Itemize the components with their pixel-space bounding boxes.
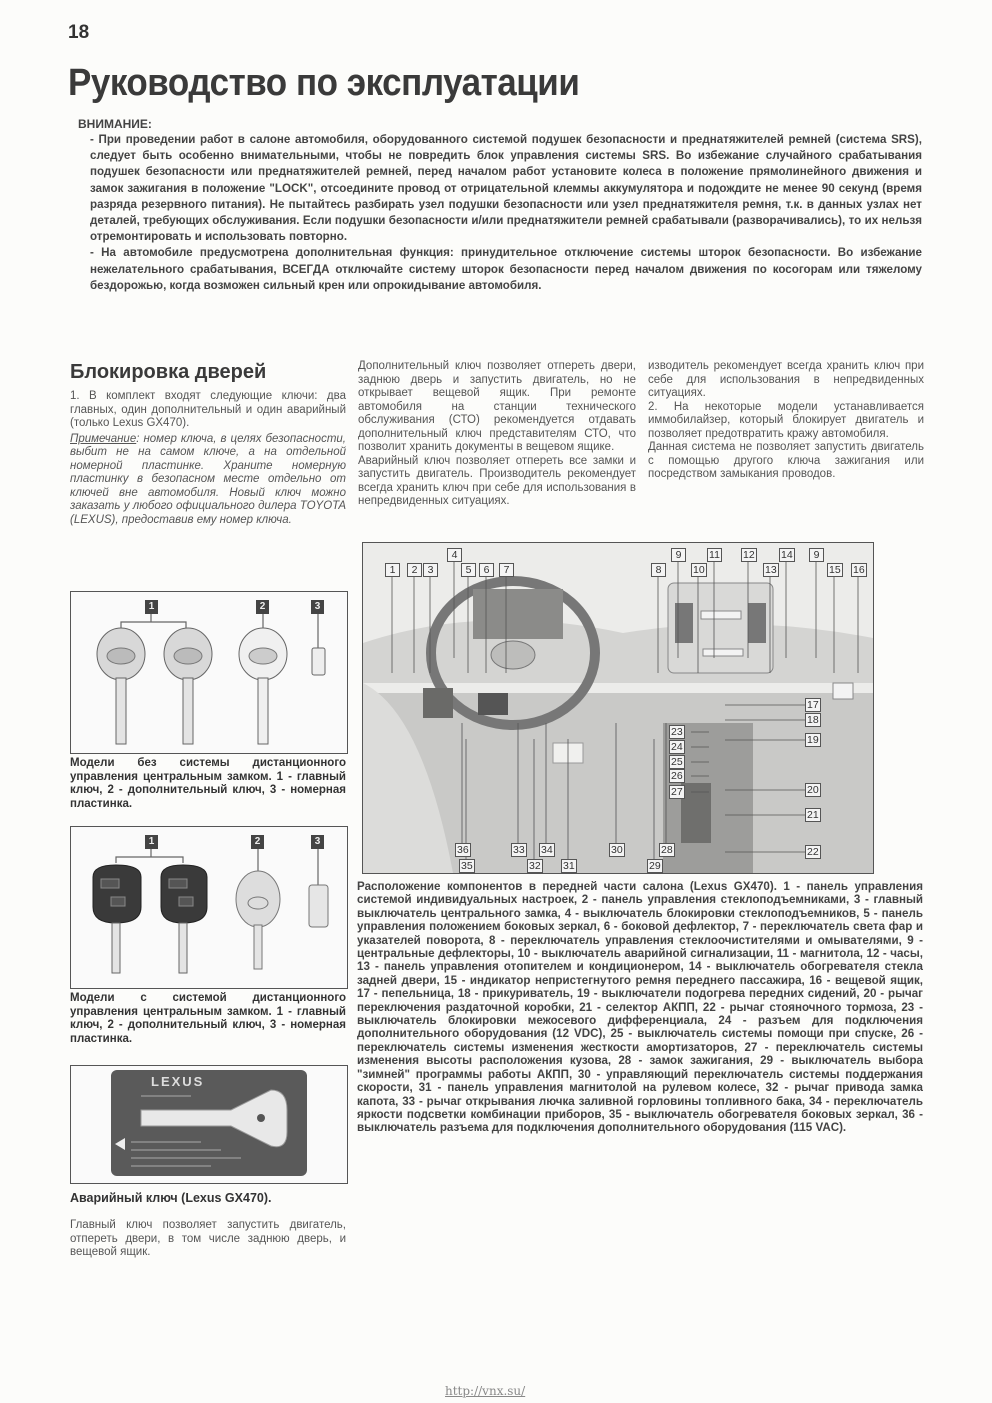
callout-badge: 2: [256, 600, 269, 614]
callout-badge: 3: [311, 835, 324, 849]
callout-29: 29: [649, 860, 661, 872]
remote-key-icon: [161, 865, 207, 973]
figure-caption: Аварийный ключ (Lexus GX470).: [70, 1191, 272, 1205]
main-key-paragraph: Главный ключ позволяет запустить двигатель, отпереть двери, в том числе заднюю дверь, и вещевой ящик.: [70, 1219, 346, 1258]
figure-caption: Модели без системы дистанционного управления центральным замком. 1 - главный ключ, 2 - дополнительный ключ, 3 - номерная пластинка.: [70, 757, 346, 810]
caption-title: Расположение компонентов в передней части салона (Lexus GX470).: [357, 880, 777, 893]
dashboard-caption: [357, 880, 923, 1135]
callout-6: 6: [479, 563, 494, 577]
number-plate-icon: [309, 885, 328, 927]
note-text: : номер ключа, в целях безопасности, выбит не на самом ключе, а на отдельной номерной пластинке. Храните номерную пластинку в безопасном месте отдельно от ключей вне автомобиля. Новый ключ можно заказать у любого официального дилера TOYOTA (LEXUS), предоставив ему номер ключа.: [70, 432, 346, 526]
callout-32: 32: [529, 860, 541, 872]
callout-badge: 1: [145, 600, 158, 614]
page-number: 18: [68, 22, 90, 43]
callout-20: 20: [807, 784, 819, 796]
key-icon: [97, 628, 145, 744]
intro-paragraph: 1. В комплект входят следующие ключи: два главных, один дополнительный и один аварийный (только Lexus GX470).: [70, 390, 346, 429]
callout-31: 31: [563, 860, 575, 872]
warning-body: [90, 132, 922, 294]
callout-7: 7: [499, 563, 514, 577]
column-2-text: [358, 360, 636, 509]
callout-30: 30: [611, 844, 623, 856]
col3-continued: изводитель рекомендует всегда хранить ключ при себе для использования в непредвиденных ситуациях.: [648, 360, 924, 399]
key-icon: [164, 628, 212, 744]
col3-paragraph: Данная система не позволяет запустить двигатель с помощью другого ключа зажигания или посредством замыкания проводов.: [648, 441, 924, 480]
callout-17: 17: [807, 699, 819, 711]
dashboard-illustration: [363, 543, 873, 873]
callout-26: 26: [671, 770, 683, 782]
callout-23: 23: [671, 726, 683, 738]
callout-4: 4: [447, 548, 462, 562]
callout-21: 21: [807, 809, 819, 821]
lexus-logo: LEXUS: [151, 1074, 205, 1089]
figure-keys-no-remote: [70, 591, 348, 754]
callout-15: 15: [829, 564, 841, 576]
callout-33: 33: [513, 844, 525, 856]
emergency-key-card: [111, 1070, 307, 1176]
callout-2: 2: [407, 563, 422, 577]
callout-18: 18: [807, 714, 819, 726]
callout-5: 5: [461, 563, 476, 577]
callout-28: 28: [661, 844, 673, 856]
callout-24: 24: [671, 741, 683, 753]
callout-3: 3: [423, 563, 438, 577]
figure-keys-remote: [70, 826, 348, 989]
callout-13: 13: [765, 564, 777, 576]
callout-34: 34: [541, 844, 553, 856]
callout-19: 19: [807, 734, 819, 746]
lexus-key-icon: [236, 871, 280, 969]
callout-8: 8: [651, 563, 666, 577]
callout-22: 22: [807, 846, 819, 858]
footer-link[interactable]: http://vnx.su/: [445, 1384, 526, 1398]
callout-badge: 3: [311, 600, 324, 614]
section-title: Блокировка дверей: [70, 361, 267, 383]
callout-9: 9: [809, 548, 824, 562]
callout-14: 14: [781, 549, 793, 561]
emergency-key-icon: [111, 1070, 307, 1176]
callout-9: 9: [671, 548, 686, 562]
keys-illustration: [71, 592, 347, 753]
key-icon: [239, 628, 287, 744]
callout-36: 36: [457, 844, 469, 856]
page-title: Руководство по эксплуатации: [68, 62, 580, 104]
column-3-text: [648, 360, 924, 482]
col3-paragraph: 2. На некоторые модели устанавливается иммобилайзер, который блокирует двигатель и позволяет предотвратить кражу автомобиля.: [648, 400, 924, 440]
remote-key-icon: [93, 865, 141, 973]
caption-body: 1 - панель управления системой индивидуальных настроек, 2 - панель управления стеклоподъемниками, 3 - главный выключатель центрального замка, 4 - выключатель блокировки стеклоподъемников, 5 - панель управления положением боковых зеркал, 6 - боковой дефлектор, 7 - переключатель света фар и указателей поворота, 8 - переключатель управления стеклоочистителями и омывателями, 9 - центральные дефлекторы, 10 - выключатель аварийной сигнализации, 11 - магнитола, 12 - часы, 13 - панель управления отопителем и кондиционером, 14 - выключатель обогревателя стекла задней двери, 15 - индикатор непристегнутого ремня переднего пассажира, 16 - вещевой ящик, 17 - пепельница, 18 - прикуриватель, 19 - выключатели подогрева передних сидений, 20 - рычаг переключения раздаточной коробки, 21 - селектор АКПП, 22 - рычаг стояночного тормоза, 23 - выключатель блокировки межосевого дифференциала, 24 - разъем для подключения дополнительного оборудования (12 VDC), 25 - выключатель системы помощи при спуске, 26 - переключатель системы изменения жесткости амортизаторов, 27 - переключатель системы изменения высоты расположения кузова, 28 - замок зажигания, 29 - выключатель выбора "зимней" программы работы АКПП, 30 - управляющий переключатель системы поддержания скорости, 31 - панель управления магнитолой на рулевом колесе, 32 - рычаг привода замка капота, 33 - рычаг открывания лючка заливной горловины топливного бака, 34 - переключатель яркости подсветки комбинации приборов, 35 - выключатель обогревателя боковых зеркал, 36 - выключатель разъема для подключения дополнительного оборудования (115 VAC).: [357, 880, 923, 1135]
col2-paragraph: Дополнительный ключ позволяет отпереть двери, заднюю дверь и запустить двигатель, но не открывает вещевой ящик. При ремонте автомобиля на станции технического обслуживания (СТО) рекомендуется отдавать дополнительный ключ представителям СТО, что позволит хранить документы в вещевом ящике.: [358, 360, 636, 453]
callout-1: 1: [385, 563, 400, 577]
callout-16: 16: [853, 564, 865, 576]
col2-paragraph: Аварийный ключ позволяет отпереть все замки и запустить двигатель. Производитель рекомендует всегда хранить ключ при себе для использования в непредвиденных ситуациях.: [358, 454, 636, 507]
warning-paragraph: - На автомобиле предусмотрена дополнительная функция: принудительное отключение системы шторок безопасности. Во избежание нежелательного срабатывания, ВСЕГДА отключайте систему шторок безопасности перед началом движения по косогорам или тяжелому бездорожью, когда возможен сильный крен или опрокидывание автомобиля.: [90, 246, 922, 292]
note-label: Примечание: [70, 432, 137, 445]
warning-heading: ВНИМАНИЕ:: [78, 117, 152, 131]
callout-11: 11: [707, 548, 722, 562]
column-1-text: [70, 390, 346, 527]
note-paragraph: [70, 433, 346, 528]
figure-dashboard: [362, 542, 874, 874]
callout-12: 12: [743, 549, 755, 561]
callout-badge: 1: [145, 835, 158, 849]
callout-27: 27: [671, 786, 683, 798]
figure-caption: Модели с системой дистанционного управления центральным замком. 1 - главный ключ, 2 - дополнительный ключ, 3 - номерная пластинка.: [70, 992, 346, 1045]
number-plate-icon: [312, 648, 325, 675]
callout-10: 10: [693, 564, 705, 576]
remote-keys-illustration: [71, 827, 347, 988]
callout-35: 35: [461, 860, 473, 872]
warning-paragraph: - При проведении работ в салоне автомобиля, оборудованного системой подушек безопасности и преднатяжителей ремней (система SRS), следует быть особенно внимательными, чтобы не повредить блок управления системы SRS. Во избежание случайного срабатывания подушек безопасности или преднатяжителей ремней, перед началом работ установите колеса в положение прямолинейного движения и замок зажигания в положение "LOCK", отсоедините провод от отрицательной клеммы аккумулятора и подождите не менее 90 секунд (время разряда резервного питания). Не пытайтесь разбирать узел подушки безопасности или узел преднатяжителя ремня, т.к. в данных узлах нет деталей, требующих обслуживания. Если подушки безопасности и/или преднатяжители ремней срабатывали (разворачивались), то их нельзя отремонтировать и использовать повторно.: [90, 133, 922, 244]
callout-25: 25: [671, 756, 683, 768]
figure-emergency-key: [70, 1065, 348, 1184]
callout-badge: 2: [251, 835, 264, 849]
